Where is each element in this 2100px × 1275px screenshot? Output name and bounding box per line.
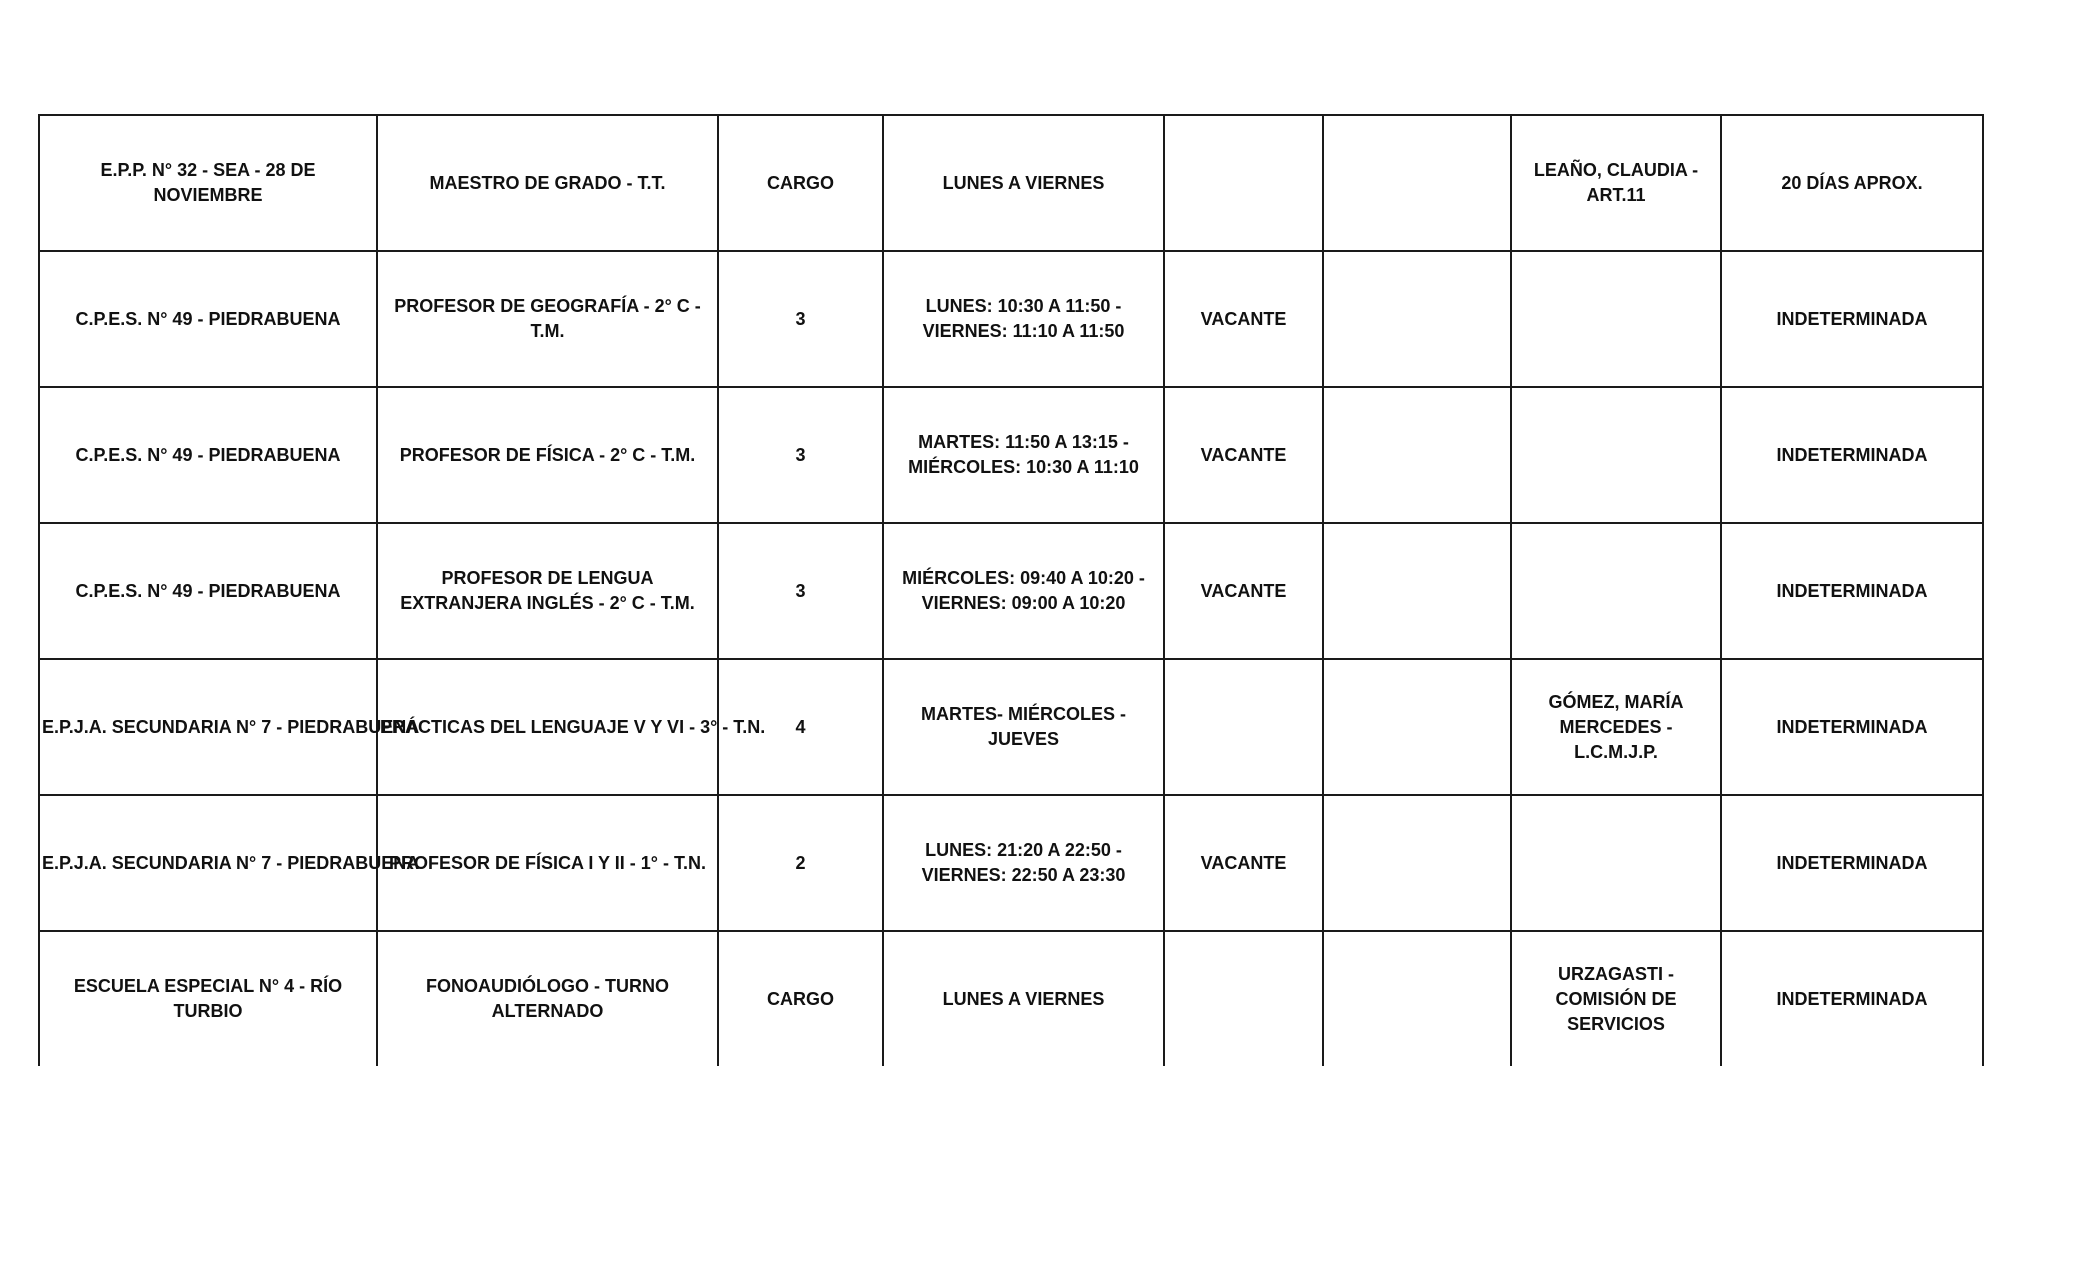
duration-cell: INDETERMINADA	[1721, 251, 1983, 387]
schedule-cell: MARTES- MIÉRCOLES - JUEVES	[883, 659, 1164, 795]
empty-cell	[1323, 659, 1511, 795]
position-cell: FONOAUDIÓLOGO - TURNO ALTERNADO	[377, 931, 718, 1066]
holder-cell	[1511, 251, 1721, 387]
hours-cell: 3	[718, 387, 883, 523]
spreadsheet-page	[38, 114, 1982, 1066]
position-cell: PROFESOR DE LENGUA EXTRANJERA INGLÉS - 2° C - T.M.	[377, 523, 718, 659]
table-row	[39, 795, 1983, 931]
position-cell: PRÁCTICAS DEL LENGUAJE V Y VI - 3° - T.N.	[377, 659, 718, 795]
position-cell: PROFESOR DE FÍSICA - 2° C - T.M.	[377, 387, 718, 523]
status-cell	[1164, 931, 1323, 1066]
holder-cell: URZAGASTI - COMISIÓN DE SERVICIOS	[1511, 931, 1721, 1066]
table-row	[39, 387, 1983, 523]
school-cell: ESCUELA ESPECIAL N° 4 - RÍO TURBIO	[39, 931, 377, 1066]
duration-cell: INDETERMINADA	[1721, 387, 1983, 523]
hours-cell: CARGO	[718, 931, 883, 1066]
schedule-cell: LUNES A VIERNES	[883, 931, 1164, 1066]
hours-cell: CARGO	[718, 115, 883, 251]
school-cell: C.P.E.S. N° 49 - PIEDRABUENA	[39, 387, 377, 523]
hours-cell: 4	[718, 659, 883, 795]
hours-cell: 3	[718, 523, 883, 659]
schedule-cell: MIÉRCOLES: 09:40 A 10:20 - VIERNES: 09:00 A 10:20	[883, 523, 1164, 659]
schedule-cell: LUNES: 10:30 A 11:50 - VIERNES: 11:10 A 11:50	[883, 251, 1164, 387]
holder-cell: GÓMEZ, MARÍA MERCEDES - L.C.M.J.P.	[1511, 659, 1721, 795]
empty-cell	[1323, 387, 1511, 523]
position-cell: PROFESOR DE FÍSICA I Y II - 1° - T.N.	[377, 795, 718, 931]
duration-cell: INDETERMINADA	[1721, 931, 1983, 1066]
duration-cell: INDETERMINADA	[1721, 795, 1983, 931]
school-cell: C.P.E.S. N° 49 - PIEDRABUENA	[39, 251, 377, 387]
school-cell: E.P.J.A. SECUNDARIA N° 7 - PIEDRABUENA	[39, 795, 377, 931]
duration-cell: 20 DÍAS APROX.	[1721, 115, 1983, 251]
duration-cell: INDETERMINADA	[1721, 523, 1983, 659]
table-row	[39, 659, 1983, 795]
position-cell: PROFESOR DE GEOGRAFÍA - 2° C - T.M.	[377, 251, 718, 387]
empty-cell	[1323, 795, 1511, 931]
school-cell: C.P.E.S. N° 49 - PIEDRABUENA	[39, 523, 377, 659]
vacancies-table	[38, 114, 1984, 1066]
holder-cell: LEAÑO, CLAUDIA - ART.11	[1511, 115, 1721, 251]
position-cell: MAESTRO DE GRADO - T.T.	[377, 115, 718, 251]
school-cell: E.P.P. N° 32 - SEA - 28 DE NOVIEMBRE	[39, 115, 377, 251]
duration-cell: INDETERMINADA	[1721, 659, 1983, 795]
status-cell: VACANTE	[1164, 387, 1323, 523]
schedule-cell: MARTES: 11:50 A 13:15 - MIÉRCOLES: 10:30 A 11:10	[883, 387, 1164, 523]
empty-cell	[1323, 115, 1511, 251]
schedule-cell: LUNES: 21:20 A 22:50 - VIERNES: 22:50 A 23:30	[883, 795, 1164, 931]
school-cell: E.P.J.A. SECUNDARIA N° 7 - PIEDRABUENA	[39, 659, 377, 795]
holder-cell	[1511, 795, 1721, 931]
status-cell: VACANTE	[1164, 795, 1323, 931]
table-row	[39, 931, 1983, 1066]
table-row	[39, 523, 1983, 659]
table-row	[39, 251, 1983, 387]
empty-cell	[1323, 931, 1511, 1066]
empty-cell	[1323, 251, 1511, 387]
holder-cell	[1511, 523, 1721, 659]
status-cell: VACANTE	[1164, 523, 1323, 659]
empty-cell	[1323, 523, 1511, 659]
schedule-cell: LUNES A VIERNES	[883, 115, 1164, 251]
hours-cell: 2	[718, 795, 883, 931]
table-row	[39, 115, 1983, 251]
holder-cell	[1511, 387, 1721, 523]
hours-cell: 3	[718, 251, 883, 387]
status-cell	[1164, 115, 1323, 251]
status-cell: VACANTE	[1164, 251, 1323, 387]
status-cell	[1164, 659, 1323, 795]
